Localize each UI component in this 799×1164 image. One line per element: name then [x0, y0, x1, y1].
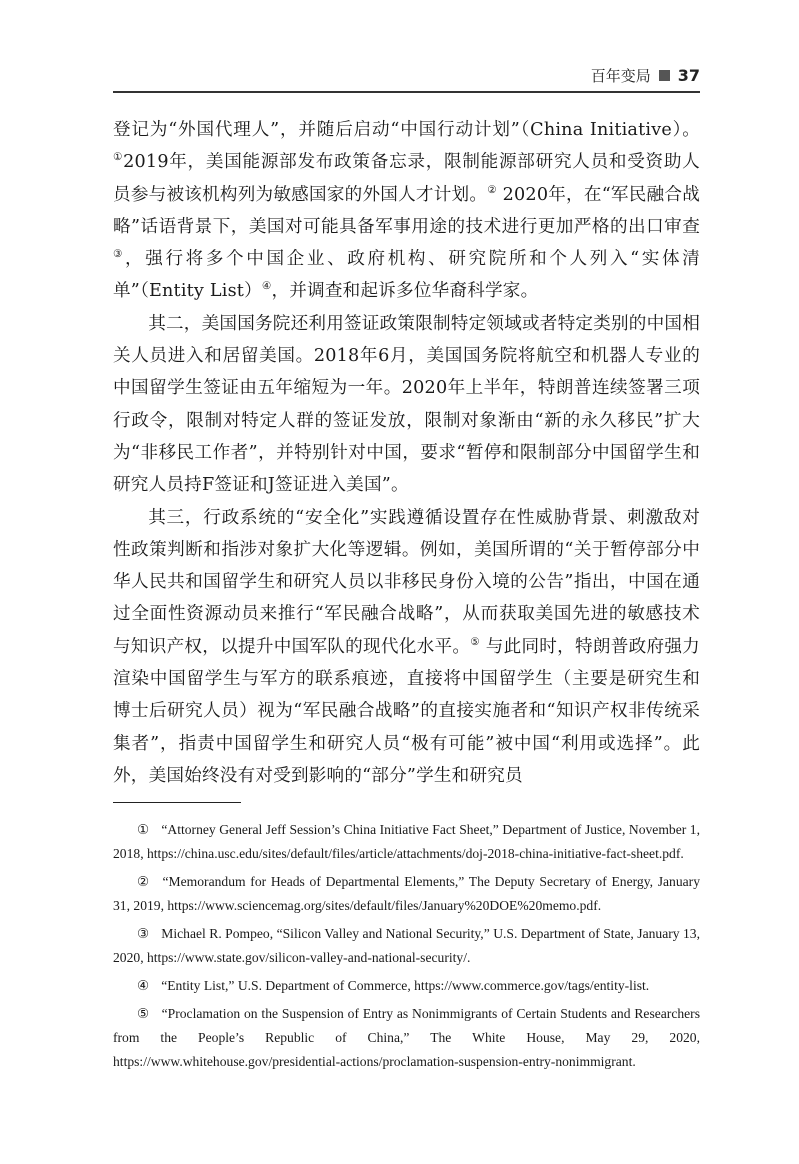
- footnote-ref-3: ③: [113, 248, 126, 261]
- paragraph-1-text-1: 登记为“外国代理人”，并随后启动“中国行动计划”（China Initiative）。: [113, 120, 700, 140]
- paragraph-3-text-2: 与此同时，特朗普政府强力渲染中国留学生与军方的联系痕迹，直接将中国留学生（主要是研究生和博士后研究人员）视为“军民融合战略”的直接实施者和“知识产权非传统采集者”，指责中国留学生和研究人员“极有可能”被中国“利用或选择”。此外，美国始终没有对受到影响的“部分”学生和研究员: [113, 636, 700, 786]
- running-header-title: 百年变局: [590, 66, 651, 85]
- footnote-ref-5: ⑤: [470, 635, 480, 648]
- footnote-4-text: “Entity List,” U.S. Department of Commerce, https://www.commerce.gov/tags/entity-list.: [161, 978, 650, 993]
- footnote-3-mark: ③: [137, 926, 150, 941]
- paragraph-2: 其二，美国国务院还利用签证政策限制特定领域或者特定类别的中国相关人员进入和居留美国。2018年6月，美国国务院将航空和机器人专业的中国留学生签证由五年缩短为一年。2020年上半年，特朗普连续签署三项行政令，限制对特定人群的签证发放，限制对象渐由“新的永久移民”扩大为“非移民工作者”，并特别针对中国，要求“暂停和限制部分中国留学生和研究人员持F签证和J签证进入美国”。: [113, 313, 700, 496]
- footnote-5: [113, 1002, 700, 1074]
- paragraph-1: [113, 114, 700, 308]
- footnote-1-mark: ①: [137, 822, 150, 837]
- body-text: [113, 114, 700, 792]
- footnote-3-text: Michael R. Pompeo, “Silicon Valley and National Security,” U.S. Department of State, January 13, 2020, https://www.state.gov/silicon-valley-and-national-security/.: [113, 926, 701, 965]
- paragraph-1-text-3: 2020年，在“军民融合战略”话语背景下，美国对可能具备军事用途的技术进行更加严格的出口审查: [113, 184, 700, 237]
- footnote-ref-1: ①: [113, 151, 124, 164]
- footnote-3: [113, 922, 700, 970]
- paragraph-3-text-1: 其三，行政系统的“安全化”实践遵循设置存在性威胁背景、刺激敌对性政策判断和指涉对象扩大化等逻辑。例如，美国所谓的“关于暂停部分中华人民共和国留学生和研究人员以非移民身份入境的公告”指出，中国在通过全面性资源动员来推行“军民融合战略”，从而获取美国先进的敏感技术与知识产权，以提升中国军队的现代化水平。: [113, 507, 700, 657]
- paragraph-1-text-5: ，并调查和起诉多位华裔科学家。: [271, 281, 539, 302]
- page-number: 37: [677, 65, 700, 85]
- footnote-4-mark: ④: [137, 978, 150, 993]
- footnotes: [113, 818, 700, 1078]
- square-icon: [659, 70, 670, 81]
- footnote-5-mark: ⑤: [137, 1006, 150, 1021]
- footnote-1-text: “Attorney General Jeff Session’s China Initiative Fact Sheet,” Department of Justice, November 1, 2018, https://china.usc.edu/sites/default/files/article/attachments/doj-2018-china-initiative-fact-sheet.pdf.: [113, 822, 701, 861]
- footnote-2-mark: ②: [137, 874, 151, 889]
- paragraph-1-text-2: 2019年，美国能源部发布政策备忘录，限制能源部研究人员和受资助人员参与被该机构列为敏感国家的外国人才计划。: [113, 152, 700, 205]
- footnote-2-text: “Memorandum for Heads of Departmental Elements,” The Deputy Secretary of Energy, January 31, 2019, https://www.sciencemag.org/sites/default/files/January%20DOE%20memo.pdf.: [113, 874, 701, 913]
- footnote-1: [113, 818, 700, 866]
- footnote-ref-4: ④: [261, 280, 272, 293]
- footnote-separator: [113, 802, 241, 803]
- header-rule: [113, 91, 700, 93]
- paragraph-3: [113, 502, 700, 793]
- paragraph-1-text-4: ，强行将多个中国企业、政府机构、研究院所和个人列入“实体清单”（Entity List）: [113, 249, 700, 302]
- running-header: [591, 64, 700, 86]
- footnote-5-text: “Proclamation on the Suspension of Entry as Nonimmigrants of Certain Students and Researchers from the People’s Republic of China,” The White House, May 29, 2020, https://www.whitehouse.gov/presidential-actions/proclamation-suspension-entry-nonimmigrant.: [113, 1006, 701, 1069]
- footnote-4: [113, 974, 700, 998]
- footnote-ref-2: ②: [487, 183, 497, 196]
- footnote-2: [113, 870, 700, 918]
